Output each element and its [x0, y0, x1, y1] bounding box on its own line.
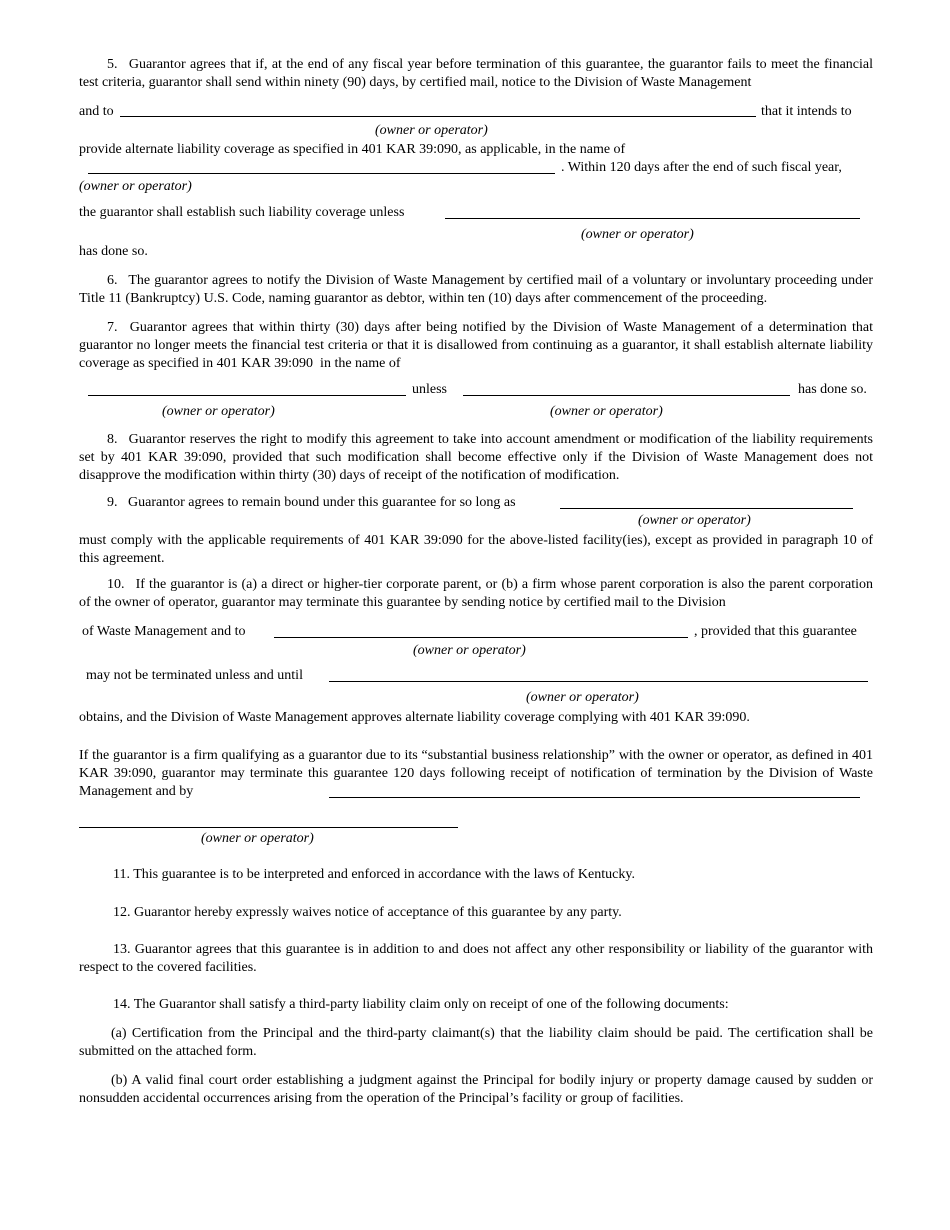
p7-unless-label: unless	[412, 382, 447, 397]
p5-shall-establish-text: the guarantor shall establish such liability coverage unless	[79, 205, 405, 220]
p7-caption-2: (owner or operator)	[550, 404, 663, 419]
p10-blank-2[interactable]	[329, 681, 868, 682]
p5-within-120-text: . Within 120 days after the end of such fiscal year,	[561, 160, 842, 175]
p10-obtains-text: obtains, and the Division of Waste Management approves alternate liability coverage complying with 401 KAR 39:090.	[79, 710, 750, 725]
p10-provided-text: , provided that this guarantee	[694, 624, 857, 639]
paragraph-14b: (b) A valid final court order establishing a judgment against the Principal for bodily injury or property damage caused by sudden or nonsudden accidental occurrences arising from the operation of the Principal’s facility or group of facilities.	[79, 1073, 873, 1106]
p5-intends-to-label: that it intends to	[761, 104, 852, 119]
p10-substantial-text: If the guarantor is a firm qualifying as a guarantor due to its “substantial business relationship” with the owner or operator, as defined in 401 KAR 39:090, guarantor may terminate this guarantee 120 days following receipt of notification of termination by the Division of Waste Management and by	[79, 748, 873, 799]
p9-blank[interactable]	[560, 508, 853, 509]
paragraph-12: 12. Guarantor hereby expressly waives notice of acceptance of this guarantee by any party.	[113, 905, 622, 920]
paragraph-14a: (a) Certification from the Principal and the third-party claimant(s) that the liability claim should be paid. The certification shall be submitted on the attached form.	[79, 1026, 873, 1059]
p10-caption-1: (owner or operator)	[413, 643, 526, 658]
paragraph-6: 6. The guarantor agrees to notify the Division of Waste Management by certified mail of a voluntary or involuntary proceeding under Title 11 (Bankruptcy) U.S. Code, naming guarantor as debtor, within ten (10) days after commencement of the proceeding.	[79, 273, 873, 306]
paragraph-8: 8. Guarantor reserves the right to modify this agreement to take into account amendment or modification of the liability requirements set by 401 KAR 39:090, provided that such modification shall become effective only if the Division of Waste Management does not disapprove the modification within thirty (30) days of receipt of the notification of modification.	[79, 432, 873, 483]
p5-and-to-label: and to	[79, 104, 114, 119]
p5-caption-3: (owner or operator)	[581, 227, 694, 242]
paragraph-7: 7. Guarantor agrees that within thirty (30) days after being notified by the Division of Waste Management of a determination that guarantor no longer meets the financial test criteria or that it is disallowed from continuing as a guarantor, it shall establish alternate liability coverage as specified in 401 KAR 39:090 in the name of	[79, 320, 873, 371]
p10-may-not-text: may not be terminated unless and until	[86, 668, 303, 683]
p10-blank-4[interactable]	[79, 827, 458, 828]
p7-has-done-label: has done so.	[798, 382, 867, 397]
p10-caption-3: (owner or operator)	[201, 831, 314, 846]
p10-of-waste-text: of Waste Management and to	[82, 624, 246, 639]
p5-caption-2: (owner or operator)	[79, 179, 192, 194]
p7-blank-1[interactable]	[88, 395, 406, 396]
p5-blank-1[interactable]	[120, 116, 756, 117]
paragraph-14: 14. The Guarantor shall satisfy a third-party liability claim only on receipt of one of the following documents:	[113, 997, 729, 1012]
p7-caption-1: (owner or operator)	[162, 404, 275, 419]
p5-blank-3[interactable]	[445, 218, 860, 219]
p10-blank-3[interactable]	[329, 797, 860, 798]
p10-blank-1[interactable]	[274, 637, 688, 638]
paragraph-5: 5. Guarantor agrees that if, at the end of any fiscal year before termination of this guarantee, the guarantor fails to meet the financial test criteria, guarantor shall send within ninety (90) days, by certified mail, notice to the Division of Waste Management	[79, 57, 873, 90]
p10-caption-2: (owner or operator)	[526, 690, 639, 705]
paragraph-11: 11. This guarantee is to be interpreted and enforced in accordance with the laws of Kentucky.	[113, 867, 635, 882]
p5-caption-1: (owner or operator)	[375, 123, 488, 138]
p9-must-comply-text: must comply with the applicable requirements of 401 KAR 39:090 for the above-listed facility(ies), except as provided in paragraph 10 of this agreement.	[79, 533, 873, 566]
p5-has-done-text: has done so.	[79, 244, 148, 259]
p5-blank-2[interactable]	[88, 173, 555, 174]
paragraph-9-lead: 9. Guarantor agrees to remain bound under this guarantee for so long as	[107, 495, 516, 510]
paragraph-13: 13. Guarantor agrees that this guarantee is in addition to and does not affect any other responsibility or liability of the guarantor with respect to the covered facilities.	[79, 942, 873, 975]
paragraph-10: 10. If the guarantor is (a) a direct or higher-tier corporate parent, or (b) a firm whose parent corporation is also the parent corporation of the owner of operator, guarantor may terminate this guarantee by sending notice by certified mail to the Division	[79, 577, 873, 610]
p9-caption: (owner or operator)	[638, 513, 751, 528]
p7-blank-2[interactable]	[463, 395, 790, 396]
p5-provide-text: provide alternate liability coverage as specified in 401 KAR 39:090, as applicable, in the name of	[79, 142, 626, 157]
